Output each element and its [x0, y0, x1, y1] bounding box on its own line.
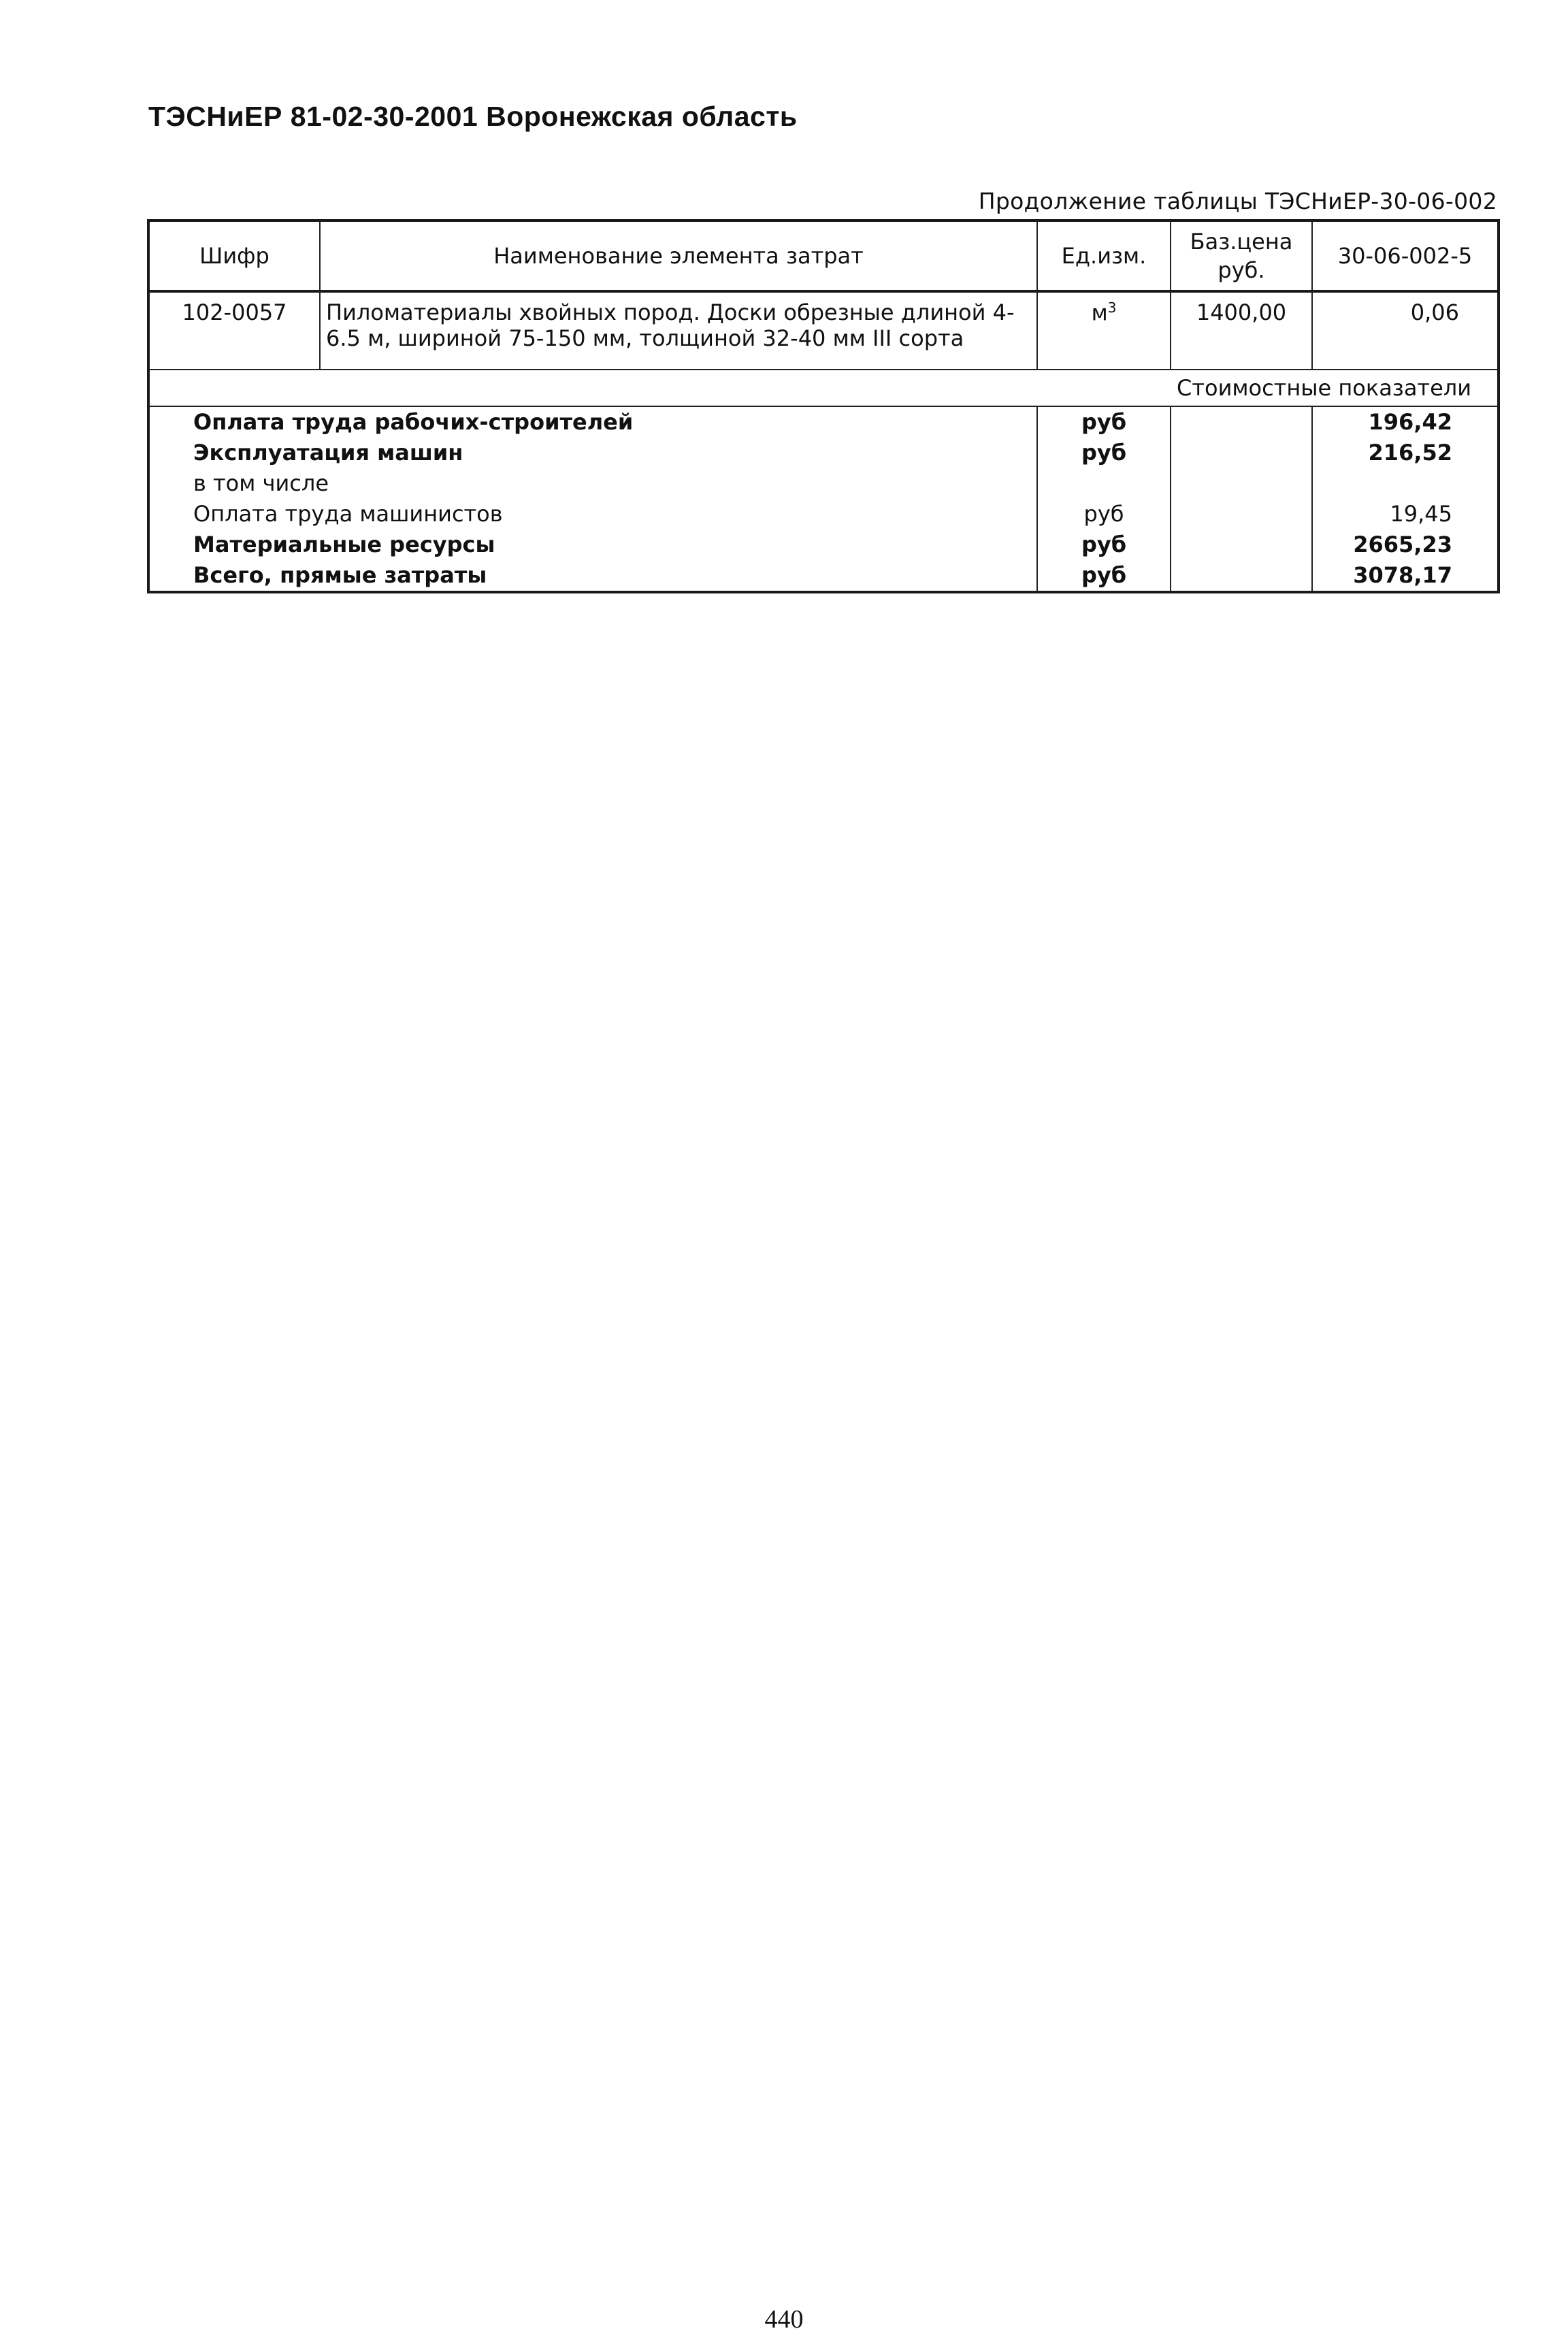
cost-value [1312, 468, 1499, 499]
cost-unit: руб [1037, 438, 1171, 468]
column-header-norm: 30-06-002-5 [1312, 221, 1499, 291]
cost-unit: руб [1037, 499, 1171, 529]
cost-label: Материальные ресурсы [148, 529, 1037, 560]
page-number: 440 [764, 2305, 804, 2334]
cost-value: 216,52 [1312, 438, 1499, 468]
material-name [320, 291, 1037, 370]
cost-empty-cell [1171, 468, 1312, 499]
cost-unit: руб [1037, 529, 1171, 560]
cost-empty-cell [1171, 560, 1312, 592]
cost-label: Оплата труда рабочих-строителей [148, 406, 1037, 438]
cost-section-row [148, 370, 1499, 406]
column-header-unit: Ед.изм. [1037, 221, 1171, 291]
material-name-line1: Пиломатериалы хвойных пород. Доски обрезные длиной 4- [326, 299, 1015, 325]
cost-table [147, 219, 1500, 593]
cost-label: в том числе [148, 468, 1037, 499]
column-header-name: Наименование элемента затрат [320, 221, 1037, 291]
material-quantity: 0,06 [1312, 291, 1499, 370]
cost-row-operator-labor [148, 499, 1499, 529]
column-header-price-line2: руб. [1218, 257, 1265, 283]
material-row [148, 291, 1499, 370]
material-price: 1400,00 [1171, 291, 1312, 370]
material-unit-power: 3 [1107, 299, 1117, 316]
column-header-price [1171, 221, 1312, 291]
column-header-price-line1: Баз.цена [1190, 229, 1293, 255]
cost-row-machines [148, 438, 1499, 468]
cost-unit: руб [1037, 560, 1171, 592]
document-title: ТЭСНиЕР 81-02-30-2001 Воронежская область [148, 101, 798, 132]
cost-unit: руб [1037, 406, 1171, 438]
cost-row-materials [148, 529, 1499, 560]
material-code: 102-0057 [148, 291, 320, 370]
cost-value: 19,45 [1312, 499, 1499, 529]
cost-row-including [148, 468, 1499, 499]
cost-value: 2665,23 [1312, 529, 1499, 560]
cost-label: Эксплуатация машин [148, 438, 1037, 468]
cost-empty-cell [1171, 529, 1312, 560]
material-name-line2: 6.5 м, шириной 75-150 мм, толщиной 32-40 мм III сорта [326, 325, 964, 351]
cost-section-label: Стоимостные показатели [148, 370, 1499, 406]
cost-unit [1037, 468, 1171, 499]
cost-value: 3078,17 [1312, 560, 1499, 592]
cost-row-labor [148, 406, 1499, 438]
cost-value: 196,42 [1312, 406, 1499, 438]
material-unit [1037, 291, 1171, 370]
column-header-code: Шифр [148, 221, 320, 291]
table-caption: Продолжение таблицы ТЭСНиЕР-30-06-002 [978, 188, 1497, 214]
cost-label: Оплата труда машинистов [148, 499, 1037, 529]
cost-row-total [148, 560, 1499, 592]
material-unit-base: м [1091, 299, 1108, 326]
cost-empty-cell [1171, 499, 1312, 529]
cost-empty-cell [1171, 438, 1312, 468]
cost-label: Всего, прямые затраты [148, 560, 1037, 592]
table-header-row [148, 221, 1499, 291]
cost-empty-cell [1171, 406, 1312, 438]
